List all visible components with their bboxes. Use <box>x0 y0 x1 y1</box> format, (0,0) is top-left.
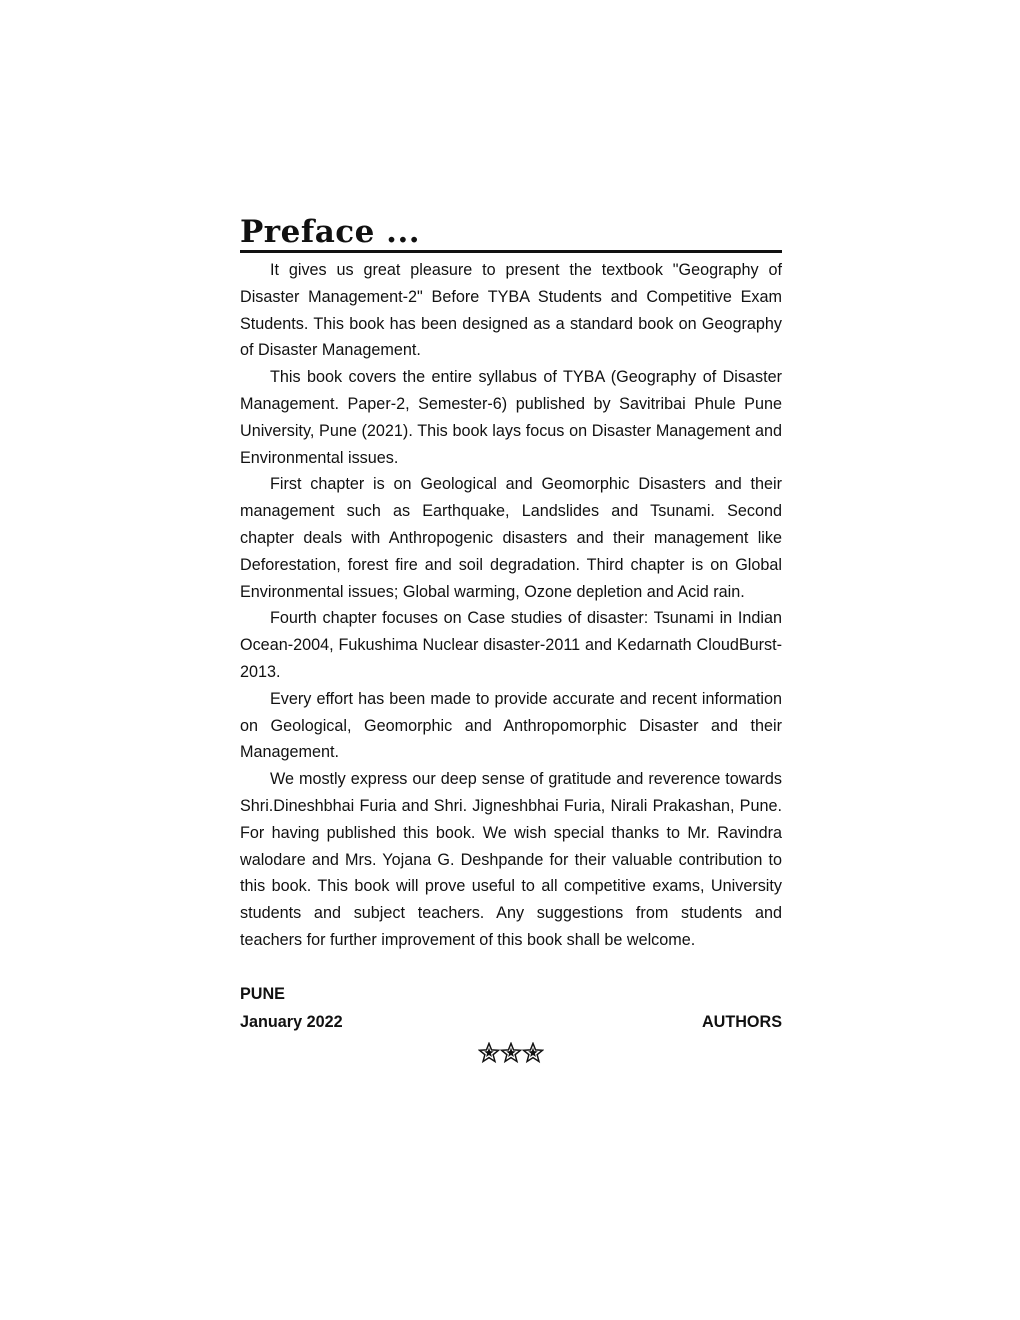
preface-page <box>240 210 782 1066</box>
preface-body <box>240 257 782 954</box>
preface-paragraph-5: Every effort has been made to provide accurate and recent information on Geological, Geomorphic and Anthropomorphic Disaster and their Management. <box>240 689 782 762</box>
star-ornament <box>240 1040 782 1066</box>
title-underline <box>240 250 782 253</box>
star-icon <box>522 1042 544 1064</box>
signature-row <box>240 1008 782 1036</box>
preface-paragraph-1: It gives us great pleasure to present the textbook "Geography of Disaster Management-2" Before TYBA Students and Competitive Exam Students. This book has been designed as a standard book on Geography of Disaster Management. <box>240 261 782 360</box>
page-title: Preface ... <box>240 214 421 250</box>
signature-place: PUNE <box>240 984 285 1003</box>
signature-date: January 2022 <box>240 1012 343 1031</box>
preface-paragraph-3: First chapter is on Geological and Geomorphic Disasters and their management such as Earthquake, Landslides and Tsunami. Second chapter deals with Anthropogenic disasters and their management like Deforestation, forest fire and soil degradation. Third chapter is on Global Environmental issues; Global warming, Ozone depletion and Acid rain. <box>240 475 782 601</box>
signature-block <box>240 980 782 1036</box>
preface-paragraph-4: Fourth chapter focuses on Case studies of disaster: Tsunami in Indian Ocean-2004, Fukushima Nuclear disaster-2011 and Kedarnath CloudBurst-2013. <box>240 609 782 681</box>
star-icon <box>500 1042 522 1064</box>
preface-paragraph-6: We mostly express our deep sense of gratitude and reverence towards Shri.Dineshbhai Furia and Shri. Jigneshbhai Furia, Nirali Prakashan, Pune. For having published this book. We wish special thanks to Mr. Ravindra walodare and Mrs. Yojana G. Deshpande for their valuable contribution to this book. This book will prove useful to all competitive exams, University students and subject teachers. Any suggestions from students and teachers for further improvement of this book shall be welcome. <box>240 770 782 949</box>
preface-paragraph-2: This book covers the entire syllabus of TYBA (Geography of Disaster Management. Paper-2, Semester-6) published by Savitribai Phule Pune University, Pune (2021). This book lays focus on Disaster Management and Environmental issues. <box>240 368 782 467</box>
signature-authors: AUTHORS <box>701 1012 782 1031</box>
star-icon <box>478 1042 500 1064</box>
